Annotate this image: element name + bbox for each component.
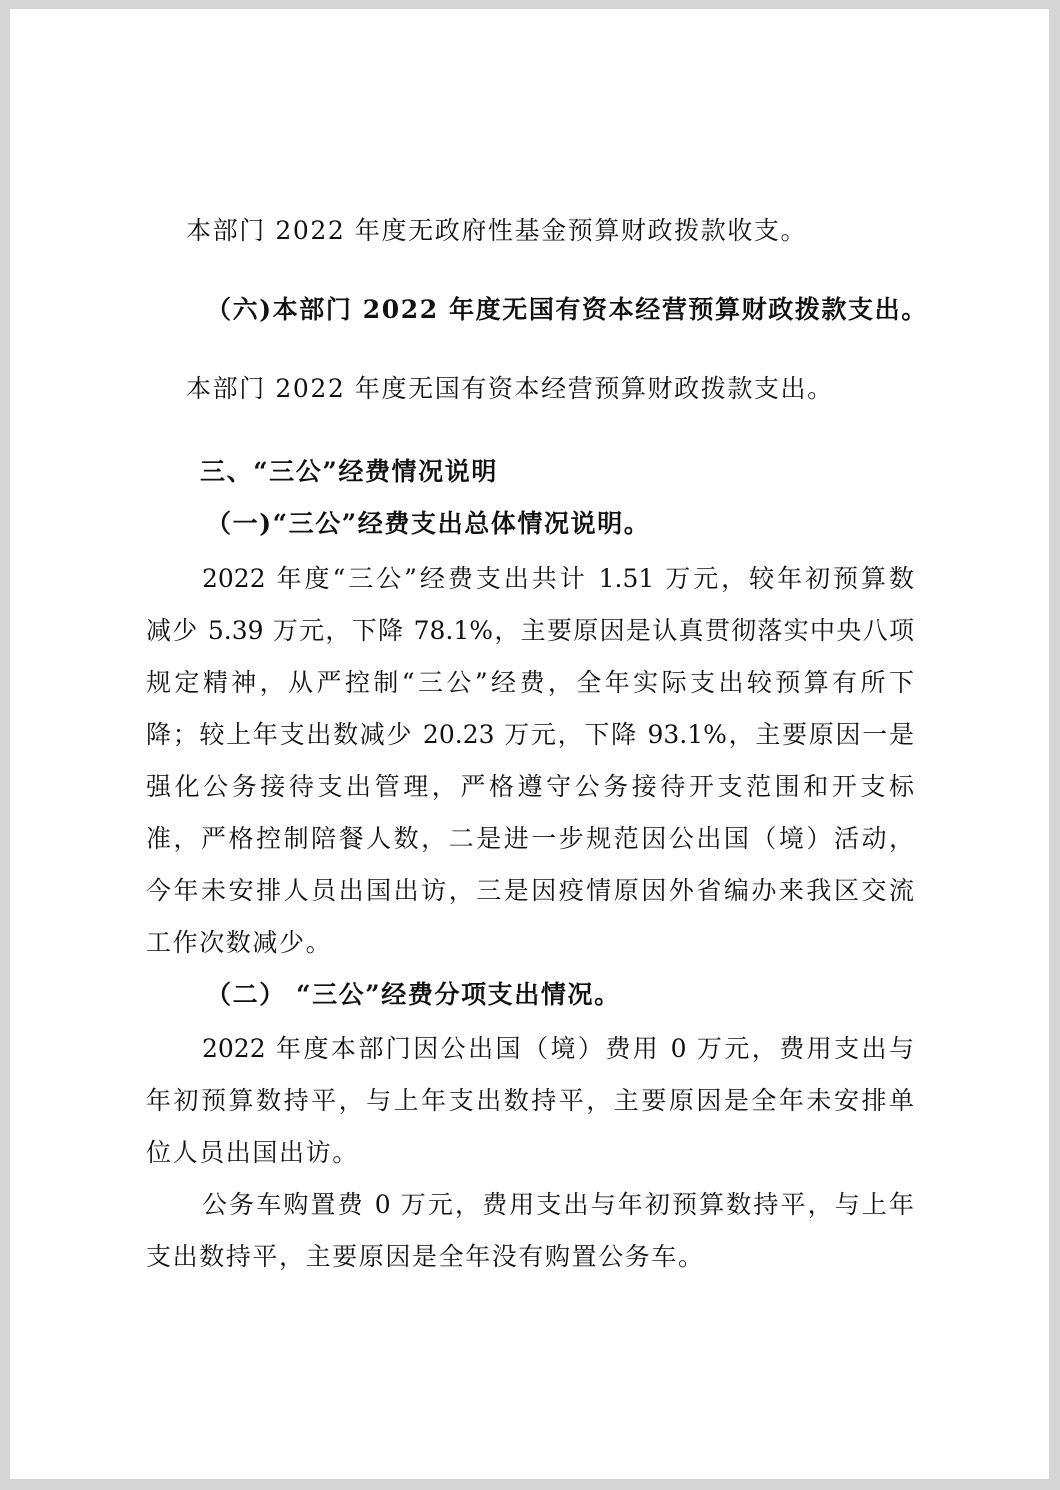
- paragraph-overall-line: 强化公务接待支出管理，严格遵守公务接待开支范围和开支标: [146, 772, 914, 801]
- paragraph-overseas-line: 年初预算数持平，与上年支出数持平，主要原因是全年未安排单: [146, 1086, 914, 1115]
- paragraph-overall-line: 减少 5.39 万元，下降 78.1%，主要原因是认真贯彻落实中央八项: [146, 616, 914, 645]
- paragraph-state-capital: 本部门 2022 年度无国有资本经营预算财政拨款支出。: [186, 374, 834, 403]
- paragraph-overseas-line: 2022 年度本部门因公出国（境）费用 0 万元，费用支出与: [202, 1034, 914, 1063]
- paragraph-overall-line: 工作次数减少。: [146, 928, 333, 957]
- paragraph-overall-line: 降；较上年支出数减少 20.23 万元，下降 93.1%，主要原因一是: [146, 720, 914, 749]
- paragraph-overseas-line: 位人员出国出访。: [146, 1138, 359, 1167]
- paragraph-overall-line: 准，严格控制陪餐人数，二是进一步规范因公出国（境）活动，: [146, 824, 914, 853]
- document-page: [10, 9, 1049, 1479]
- paragraph-vehicle-line: 支出数持平，主要原因是全年没有购置公务车。: [146, 1242, 705, 1271]
- paragraph-overall-line: 2022 年度“三公”经费支出共计 1.51 万元，较年初预算数: [202, 564, 914, 593]
- paragraph-overall-line: 今年未安排人员出国出访，三是因疫情原因外省编办来我区交流: [146, 876, 914, 905]
- subheading-overall: （一)“三公”经费支出总体情况说明。: [206, 509, 651, 538]
- paragraph-vehicle-line: 公务车购置费 0 万元，费用支出与年初预算数持平，与上年: [202, 1190, 914, 1219]
- section-heading-three-public: 三、“三公”经费情况说明: [200, 457, 498, 486]
- subheading-itemized: （二） “三公”经费分项支出情况。: [206, 980, 621, 1009]
- paragraph-fund-budget: 本部门 2022 年度无政府性基金预算财政拨款收支。: [186, 216, 808, 245]
- heading-state-capital: （六)本部门 2022 年度无国有资本经营预算财政拨款支出。: [206, 295, 928, 324]
- paragraph-overall-line: 规定精神，从严控制“三公”经费，全年实际支出较预算有所下: [146, 668, 914, 697]
